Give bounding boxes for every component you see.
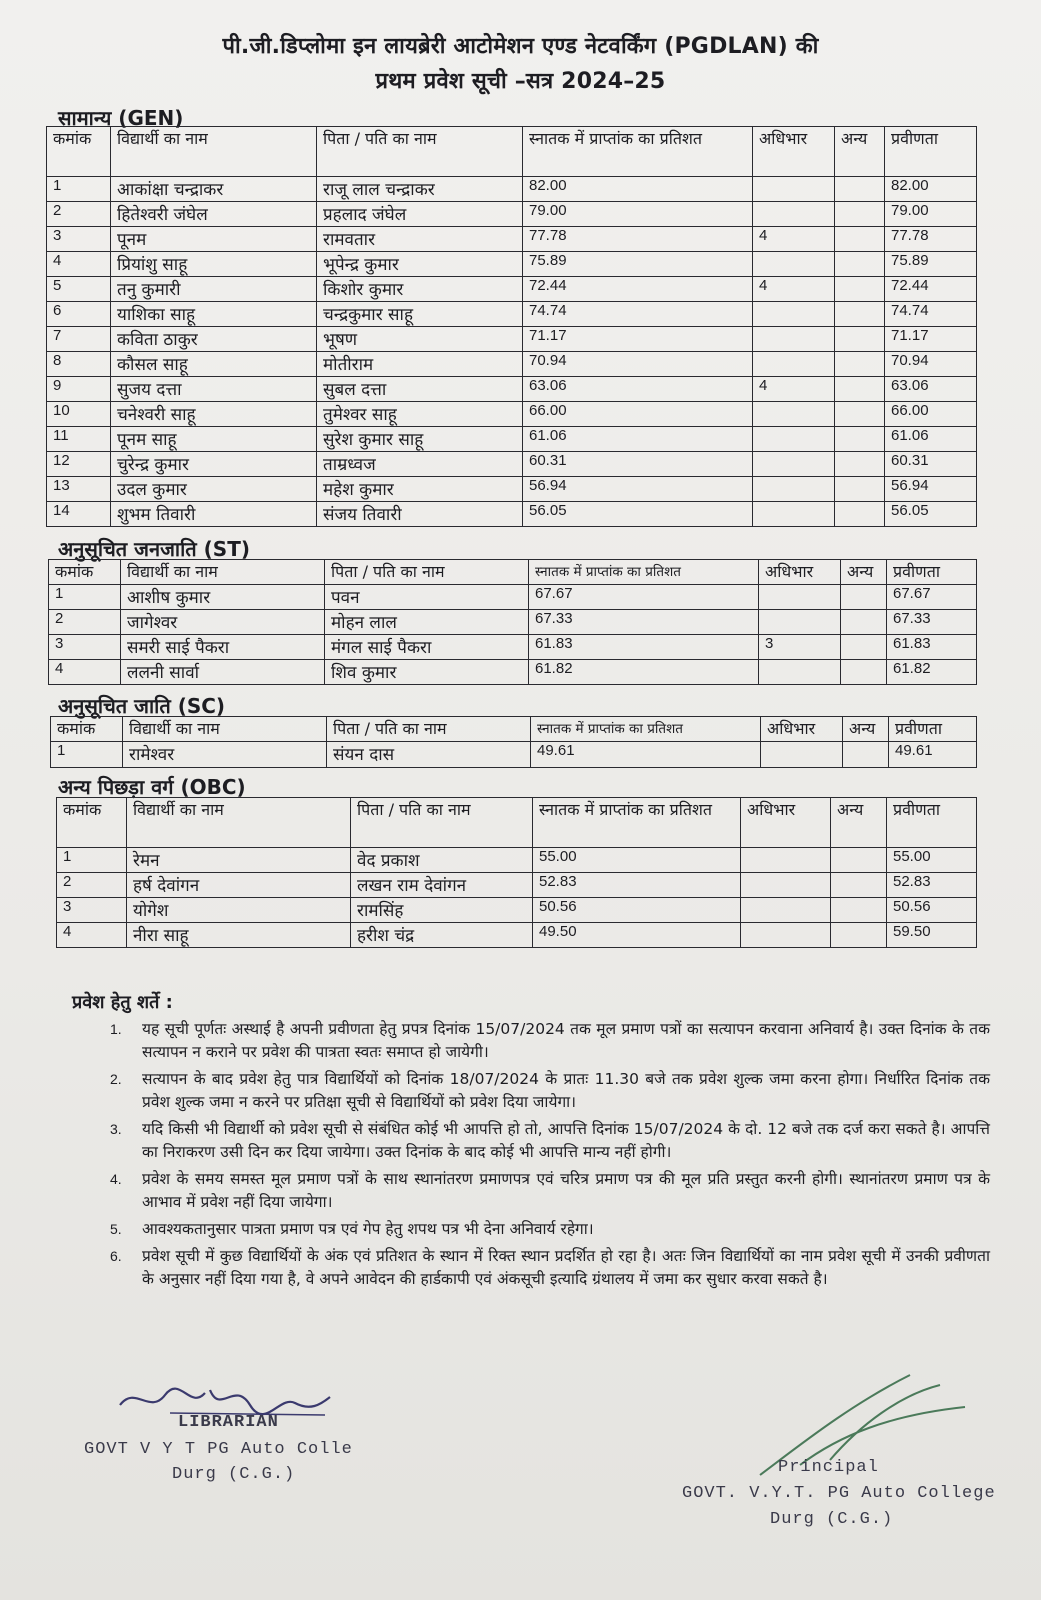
cell-father-name: सुरेश कुमार साहू xyxy=(317,427,523,452)
conditions-title: प्रवेश हेतु शर्ते : xyxy=(72,992,173,1013)
cell-other xyxy=(831,923,887,948)
col-header-weightage: अधिभार xyxy=(741,798,831,848)
table-header-row xyxy=(57,798,977,848)
cell-serial: 4 xyxy=(49,660,121,685)
col-header-merit: प्रवीणता xyxy=(887,560,977,585)
cell-weightage xyxy=(753,352,835,377)
cell-percentage: 55.00 xyxy=(533,848,741,873)
cell-other xyxy=(831,898,887,923)
cell-merit: 66.00 xyxy=(885,402,977,427)
cell-other xyxy=(835,377,885,402)
cell-weightage xyxy=(753,252,835,277)
librarian-org: GOVT V Y T PG Auto Colle xyxy=(84,1440,353,1459)
cell-weightage: 4 xyxy=(753,277,835,302)
cell-weightage xyxy=(761,742,843,768)
cell-father-name: मोतीराम xyxy=(317,352,523,377)
cell-percentage: 75.89 xyxy=(523,252,753,277)
table-row xyxy=(57,898,977,923)
cell-serial: 1 xyxy=(51,742,123,768)
cell-percentage: 79.00 xyxy=(523,202,753,227)
cell-serial: 14 xyxy=(47,502,111,527)
table-header-row xyxy=(49,560,977,585)
condition-text: आवश्यकतानुसार पात्रता प्रमाण पत्र एवं गेप हेतु शपथ पत्र भी देना अनिवार्य रहेगा। xyxy=(142,1220,594,1238)
cell-other xyxy=(841,585,887,610)
cell-serial: 2 xyxy=(49,610,121,635)
table-row xyxy=(57,848,977,873)
condition-item xyxy=(100,1245,990,1291)
cell-weightage xyxy=(753,402,835,427)
cell-student-name: जागेश्वर xyxy=(121,610,325,635)
cell-serial: 1 xyxy=(47,177,111,202)
cell-weightage xyxy=(753,502,835,527)
condition-item xyxy=(100,1118,990,1164)
cell-other xyxy=(835,177,885,202)
cell-father-name: किशोर कुमार xyxy=(317,277,523,302)
condition-number: 2. xyxy=(110,1071,122,1087)
cell-father-name: भूपेन्द्र कुमार xyxy=(317,252,523,277)
condition-number: 3. xyxy=(110,1121,122,1137)
cell-other xyxy=(831,848,887,873)
cell-other xyxy=(835,502,885,527)
condition-item xyxy=(100,1018,990,1064)
cell-father-name: तुमेश्वर साहू xyxy=(317,402,523,427)
col-header-father-name: पिता / पति का नाम xyxy=(327,717,531,742)
cell-percentage: 72.44 xyxy=(523,277,753,302)
cell-father-name: ताम्रध्वज xyxy=(317,452,523,477)
cell-other xyxy=(841,635,887,660)
col-header-student-name: विद्यार्थी का नाम xyxy=(123,717,327,742)
col-header-merit: प्रवीणता xyxy=(889,717,977,742)
cell-serial: 1 xyxy=(57,848,127,873)
cell-merit: 74.74 xyxy=(885,302,977,327)
cell-other xyxy=(835,427,885,452)
col-header-student-name: विद्यार्थी का नाम xyxy=(111,127,317,177)
cell-serial: 4 xyxy=(47,252,111,277)
table-row xyxy=(47,502,977,527)
cell-student-name: हर्ष देवांगन xyxy=(127,873,351,898)
table-header-row xyxy=(47,127,977,177)
condition-number: 5. xyxy=(110,1221,122,1237)
table-row xyxy=(47,302,977,327)
cell-student-name: तनु कुमारी xyxy=(111,277,317,302)
cell-weightage xyxy=(741,923,831,948)
cell-serial: 3 xyxy=(47,227,111,252)
cell-merit: 67.67 xyxy=(887,585,977,610)
col-header-serial: कमांक xyxy=(47,127,111,177)
cell-other xyxy=(831,873,887,898)
cell-father-name: चन्द्रकुमार साहू xyxy=(317,302,523,327)
table-header-row xyxy=(51,717,977,742)
cell-other xyxy=(835,277,885,302)
cell-serial: 6 xyxy=(47,302,111,327)
cell-percentage: 60.31 xyxy=(523,452,753,477)
cell-merit: 67.33 xyxy=(887,610,977,635)
cell-percentage: 71.17 xyxy=(523,327,753,352)
col-header-weightage: अधिभार xyxy=(761,717,843,742)
cell-student-name: रेमन xyxy=(127,848,351,873)
table-row xyxy=(47,277,977,302)
table-row xyxy=(49,610,977,635)
cell-student-name: शुभम तिवारी xyxy=(111,502,317,527)
cell-other xyxy=(835,302,885,327)
cell-weightage: 3 xyxy=(759,635,841,660)
librarian-title: LIBRARIAN xyxy=(178,1413,279,1432)
cell-student-name: नीरा साहू xyxy=(127,923,351,948)
condition-number: 6. xyxy=(110,1248,122,1264)
cell-student-name: रामेश्वर xyxy=(123,742,327,768)
cell-percentage: 82.00 xyxy=(523,177,753,202)
cell-other xyxy=(835,202,885,227)
cell-merit: 77.78 xyxy=(885,227,977,252)
condition-text: यदि किसी भी विद्यार्थी को प्रवेश सूची से संबंधित कोई भी आपत्ति हो तो, आपत्ति दिनांक 15/07/2024 के दो. 12 बजे तक दर्ज करा सकते है। आपत्ति का निराकरण उसी दिन कर दिया जायेगा। उक्त दिनांक के बाद कोई भी आपत्ति मान्य नहीं होगी। xyxy=(142,1120,990,1161)
cell-merit: 50.56 xyxy=(887,898,977,923)
cell-other xyxy=(835,327,885,352)
condition-item xyxy=(100,1068,990,1114)
cell-student-name: आशीष कुमार xyxy=(121,585,325,610)
condition-item xyxy=(100,1218,990,1241)
gen-table xyxy=(46,126,977,527)
principal-org: GOVT. V.Y.T. PG Auto College xyxy=(682,1484,996,1503)
col-header-other: अन्य xyxy=(835,127,885,177)
cell-percentage: 70.94 xyxy=(523,352,753,377)
section-heading-gen: सामान्य (GEN) xyxy=(58,106,184,130)
cell-weightage xyxy=(753,452,835,477)
section-heading-st: अनुसूचित जनजाति (ST) xyxy=(58,537,250,561)
document-title-line2: प्रथम प्रवेश सूची –सत्र 2024–25 xyxy=(375,69,666,94)
cell-weightage: 4 xyxy=(753,227,835,252)
cell-student-name: योगेश xyxy=(127,898,351,923)
cell-student-name: उदल कुमार xyxy=(111,477,317,502)
conditions-list xyxy=(100,1018,990,1295)
table-row xyxy=(57,923,977,948)
col-header-percentage: स्नातक में प्राप्तांक का प्रतिशत xyxy=(531,717,761,742)
condition-item xyxy=(100,1168,990,1214)
cell-serial: 3 xyxy=(49,635,121,660)
condition-text: प्रवेश के समय समस्त मूल प्रमाण पत्रों के साथ स्थानांतरण प्रमाणपत्र एवं चरित्र प्रमाण पत्र की मूल प्रति प्रस्तुत करनी होगी। स्थानांतरण प्रमाण पत्र के आभाव में प्रवेश नहीं दिया जायेगा। xyxy=(142,1170,990,1211)
cell-other xyxy=(835,477,885,502)
table-row xyxy=(47,402,977,427)
col-header-serial: कमांक xyxy=(51,717,123,742)
cell-weightage xyxy=(759,660,841,685)
cell-serial: 3 xyxy=(57,898,127,923)
cell-other xyxy=(835,227,885,252)
cell-student-name: सुजय दत्ता xyxy=(111,377,317,402)
cell-father-name: रामवतार xyxy=(317,227,523,252)
table-row xyxy=(47,202,977,227)
cell-student-name: ललनी सार्वा xyxy=(121,660,325,685)
obc-table xyxy=(56,797,977,948)
condition-number: 1. xyxy=(110,1021,122,1037)
cell-weightage xyxy=(753,477,835,502)
cell-father-name: सुबल दत्ता xyxy=(317,377,523,402)
col-header-merit: प्रवीणता xyxy=(885,127,977,177)
cell-father-name: भूषण xyxy=(317,327,523,352)
cell-merit: 79.00 xyxy=(885,202,977,227)
cell-merit: 60.31 xyxy=(885,452,977,477)
cell-weightage xyxy=(753,327,835,352)
cell-merit: 52.83 xyxy=(887,873,977,898)
table-row xyxy=(49,660,977,685)
section-heading-sc: अनुसूचित जाति (SC) xyxy=(58,694,226,718)
cell-weightage: 4 xyxy=(753,377,835,402)
cell-weightage xyxy=(759,585,841,610)
cell-student-name: याशिका साहू xyxy=(111,302,317,327)
cell-serial: 12 xyxy=(47,452,111,477)
cell-father-name: संयन दास xyxy=(327,742,531,768)
cell-serial: 7 xyxy=(47,327,111,352)
cell-weightage xyxy=(753,202,835,227)
cell-percentage: 49.61 xyxy=(531,742,761,768)
cell-other xyxy=(841,610,887,635)
cell-student-name: हितेश्वरी जंघेल xyxy=(111,202,317,227)
cell-father-name: महेश कुमार xyxy=(317,477,523,502)
cell-weightage xyxy=(741,848,831,873)
cell-serial: 1 xyxy=(49,585,121,610)
cell-father-name: पवन xyxy=(325,585,529,610)
cell-percentage: 63.06 xyxy=(523,377,753,402)
col-header-percentage: स्नातक में प्राप्तांक का प्रतिशत xyxy=(529,560,759,585)
sc-table xyxy=(50,716,977,768)
cell-serial: 5 xyxy=(47,277,111,302)
librarian-place: Durg (C.G.) xyxy=(172,1465,296,1484)
col-header-merit: प्रवीणता xyxy=(887,798,977,848)
table-row xyxy=(47,452,977,477)
cell-merit: 82.00 xyxy=(885,177,977,202)
cell-father-name: वेद प्रकाश xyxy=(351,848,533,873)
cell-percentage: 49.50 xyxy=(533,923,741,948)
cell-percentage: 52.83 xyxy=(533,873,741,898)
cell-other xyxy=(835,452,885,477)
cell-father-name: संजय तिवारी xyxy=(317,502,523,527)
cell-weightage xyxy=(741,873,831,898)
cell-percentage: 61.83 xyxy=(529,635,759,660)
principal-place: Durg (C.G.) xyxy=(770,1510,894,1529)
cell-student-name: कविता ठाकुर xyxy=(111,327,317,352)
table-row xyxy=(47,377,977,402)
table-row xyxy=(47,252,977,277)
cell-percentage: 66.00 xyxy=(523,402,753,427)
table-row xyxy=(51,742,977,768)
condition-text: सत्यापन के बाद प्रवेश हेतु पात्र विद्यार्थियों को दिनांक 18/07/2024 के प्रातः 11.30 बजे तक प्रवेश शुल्क जमा करना होगा। निर्धारित दिनांक तक प्रवेश शुल्क जमा न करने पर प्रतिक्षा सूची से विद्यार्थियों को प्रवेश दिया जायेगा। xyxy=(142,1070,990,1111)
table-row xyxy=(47,227,977,252)
cell-student-name: पूनम xyxy=(111,227,317,252)
cell-other xyxy=(841,660,887,685)
st-table xyxy=(48,559,977,685)
section-heading-obc: अन्य पिछड़ा वर्ग (OBC) xyxy=(58,775,246,799)
table-row xyxy=(47,327,977,352)
col-header-father-name: पिता / पति का नाम xyxy=(325,560,529,585)
condition-text: यह सूची पूर्णतः अस्थाई है अपनी प्रवीणता हेतु प्रपत्र दिनांक 15/07/2024 तक मूल प्रमाण पत्रों का सत्यापन करवाना अनिवार्य है। उक्त दिनांक के तक सत्यापन न कराने पर प्रवेश की पात्रता स्वतः समाप्त हो जायेगी। xyxy=(142,1020,990,1061)
cell-serial: 2 xyxy=(47,202,111,227)
cell-merit: 61.83 xyxy=(887,635,977,660)
col-header-student-name: विद्यार्थी का नाम xyxy=(121,560,325,585)
condition-text: प्रवेश सूची में कुछ विद्यार्थियों के अंक एवं प्रतिशत के स्थान में रिक्त स्थान प्रदर्शित हो रहा है। अतः जिन विद्यार्थियों का नाम प्रवेश सूची में उनकी प्रवीणता के अनुसार नहीं दिया गया है, वे अपने आवेदन की हार्डकापी एवं अंकसूची इत्यादि ग्रंथालय में जमा कर सुधार करवा सकते है। xyxy=(142,1247,990,1288)
cell-father-name: राजू लाल चन्द्राकर xyxy=(317,177,523,202)
cell-weightage xyxy=(759,610,841,635)
col-header-student-name: विद्यार्थी का नाम xyxy=(127,798,351,848)
table-row xyxy=(47,177,977,202)
cell-weightage xyxy=(753,427,835,452)
table-row xyxy=(49,585,977,610)
table-row xyxy=(49,635,977,660)
cell-serial: 2 xyxy=(57,873,127,898)
col-header-weightage: अधिभार xyxy=(753,127,835,177)
cell-serial: 10 xyxy=(47,402,111,427)
cell-father-name: मंगल साई पैकरा xyxy=(325,635,529,660)
cell-merit: 59.50 xyxy=(887,923,977,948)
cell-serial: 8 xyxy=(47,352,111,377)
cell-student-name: कौसल साहू xyxy=(111,352,317,377)
col-header-percentage: स्नातक में प्राप्तांक का प्रतिशत xyxy=(523,127,753,177)
col-header-father-name: पिता / पति का नाम xyxy=(351,798,533,848)
cell-percentage: 50.56 xyxy=(533,898,741,923)
cell-merit: 63.06 xyxy=(885,377,977,402)
cell-father-name: रामसिंह xyxy=(351,898,533,923)
cell-student-name: समरी साई पैकरा xyxy=(121,635,325,660)
cell-other xyxy=(843,742,889,768)
cell-other xyxy=(835,352,885,377)
condition-number: 4. xyxy=(110,1171,122,1187)
cell-student-name: पूनम साहू xyxy=(111,427,317,452)
cell-percentage: 61.82 xyxy=(529,660,759,685)
cell-percentage: 67.33 xyxy=(529,610,759,635)
cell-weightage xyxy=(753,177,835,202)
cell-student-name: प्रियांशु साहू xyxy=(111,252,317,277)
cell-merit: 49.61 xyxy=(889,742,977,768)
col-header-serial: कमांक xyxy=(57,798,127,848)
cell-merit: 70.94 xyxy=(885,352,977,377)
cell-percentage: 56.94 xyxy=(523,477,753,502)
cell-percentage: 56.05 xyxy=(523,502,753,527)
principal-title: Principal xyxy=(778,1458,879,1477)
cell-percentage: 67.67 xyxy=(529,585,759,610)
cell-other xyxy=(835,252,885,277)
cell-father-name: शिव कुमार xyxy=(325,660,529,685)
table-row xyxy=(47,477,977,502)
cell-merit: 61.82 xyxy=(887,660,977,685)
cell-percentage: 61.06 xyxy=(523,427,753,452)
document-title-line1: पी.जी.डिप्लोमा इन लायब्रेरी आटोमेशन एण्ड नेटवर्किंग (PGDLAN) की xyxy=(222,34,819,59)
cell-father-name: प्रहलाद जंघेल xyxy=(317,202,523,227)
col-header-percentage: स्नातक में प्राप्तांक का प्रतिशत xyxy=(533,798,741,848)
cell-percentage: 77.78 xyxy=(523,227,753,252)
cell-student-name: चनेश्वरी साहू xyxy=(111,402,317,427)
cell-father-name: मोहन लाल xyxy=(325,610,529,635)
cell-serial: 13 xyxy=(47,477,111,502)
col-header-other: अन्य xyxy=(843,717,889,742)
cell-father-name: हरीश चंद्र xyxy=(351,923,533,948)
cell-merit: 56.94 xyxy=(885,477,977,502)
cell-merit: 56.05 xyxy=(885,502,977,527)
cell-weightage xyxy=(753,302,835,327)
table-row xyxy=(47,352,977,377)
cell-student-name: आकांक्षा चन्द्राकर xyxy=(111,177,317,202)
cell-merit: 61.06 xyxy=(885,427,977,452)
cell-merit: 72.44 xyxy=(885,277,977,302)
cell-father-name: लखन राम देवांगन xyxy=(351,873,533,898)
cell-student-name: चुरेन्द्र कुमार xyxy=(111,452,317,477)
cell-serial: 11 xyxy=(47,427,111,452)
col-header-serial: कमांक xyxy=(49,560,121,585)
cell-percentage: 74.74 xyxy=(523,302,753,327)
table-row xyxy=(47,427,977,452)
cell-serial: 9 xyxy=(47,377,111,402)
cell-other xyxy=(835,402,885,427)
col-header-weightage: अधिभार xyxy=(759,560,841,585)
cell-merit: 71.17 xyxy=(885,327,977,352)
cell-merit: 75.89 xyxy=(885,252,977,277)
cell-serial: 4 xyxy=(57,923,127,948)
cell-weightage xyxy=(741,898,831,923)
table-row xyxy=(57,873,977,898)
cell-merit: 55.00 xyxy=(887,848,977,873)
col-header-other: अन्य xyxy=(831,798,887,848)
col-header-father-name: पिता / पति का नाम xyxy=(317,127,523,177)
col-header-other: अन्य xyxy=(841,560,887,585)
